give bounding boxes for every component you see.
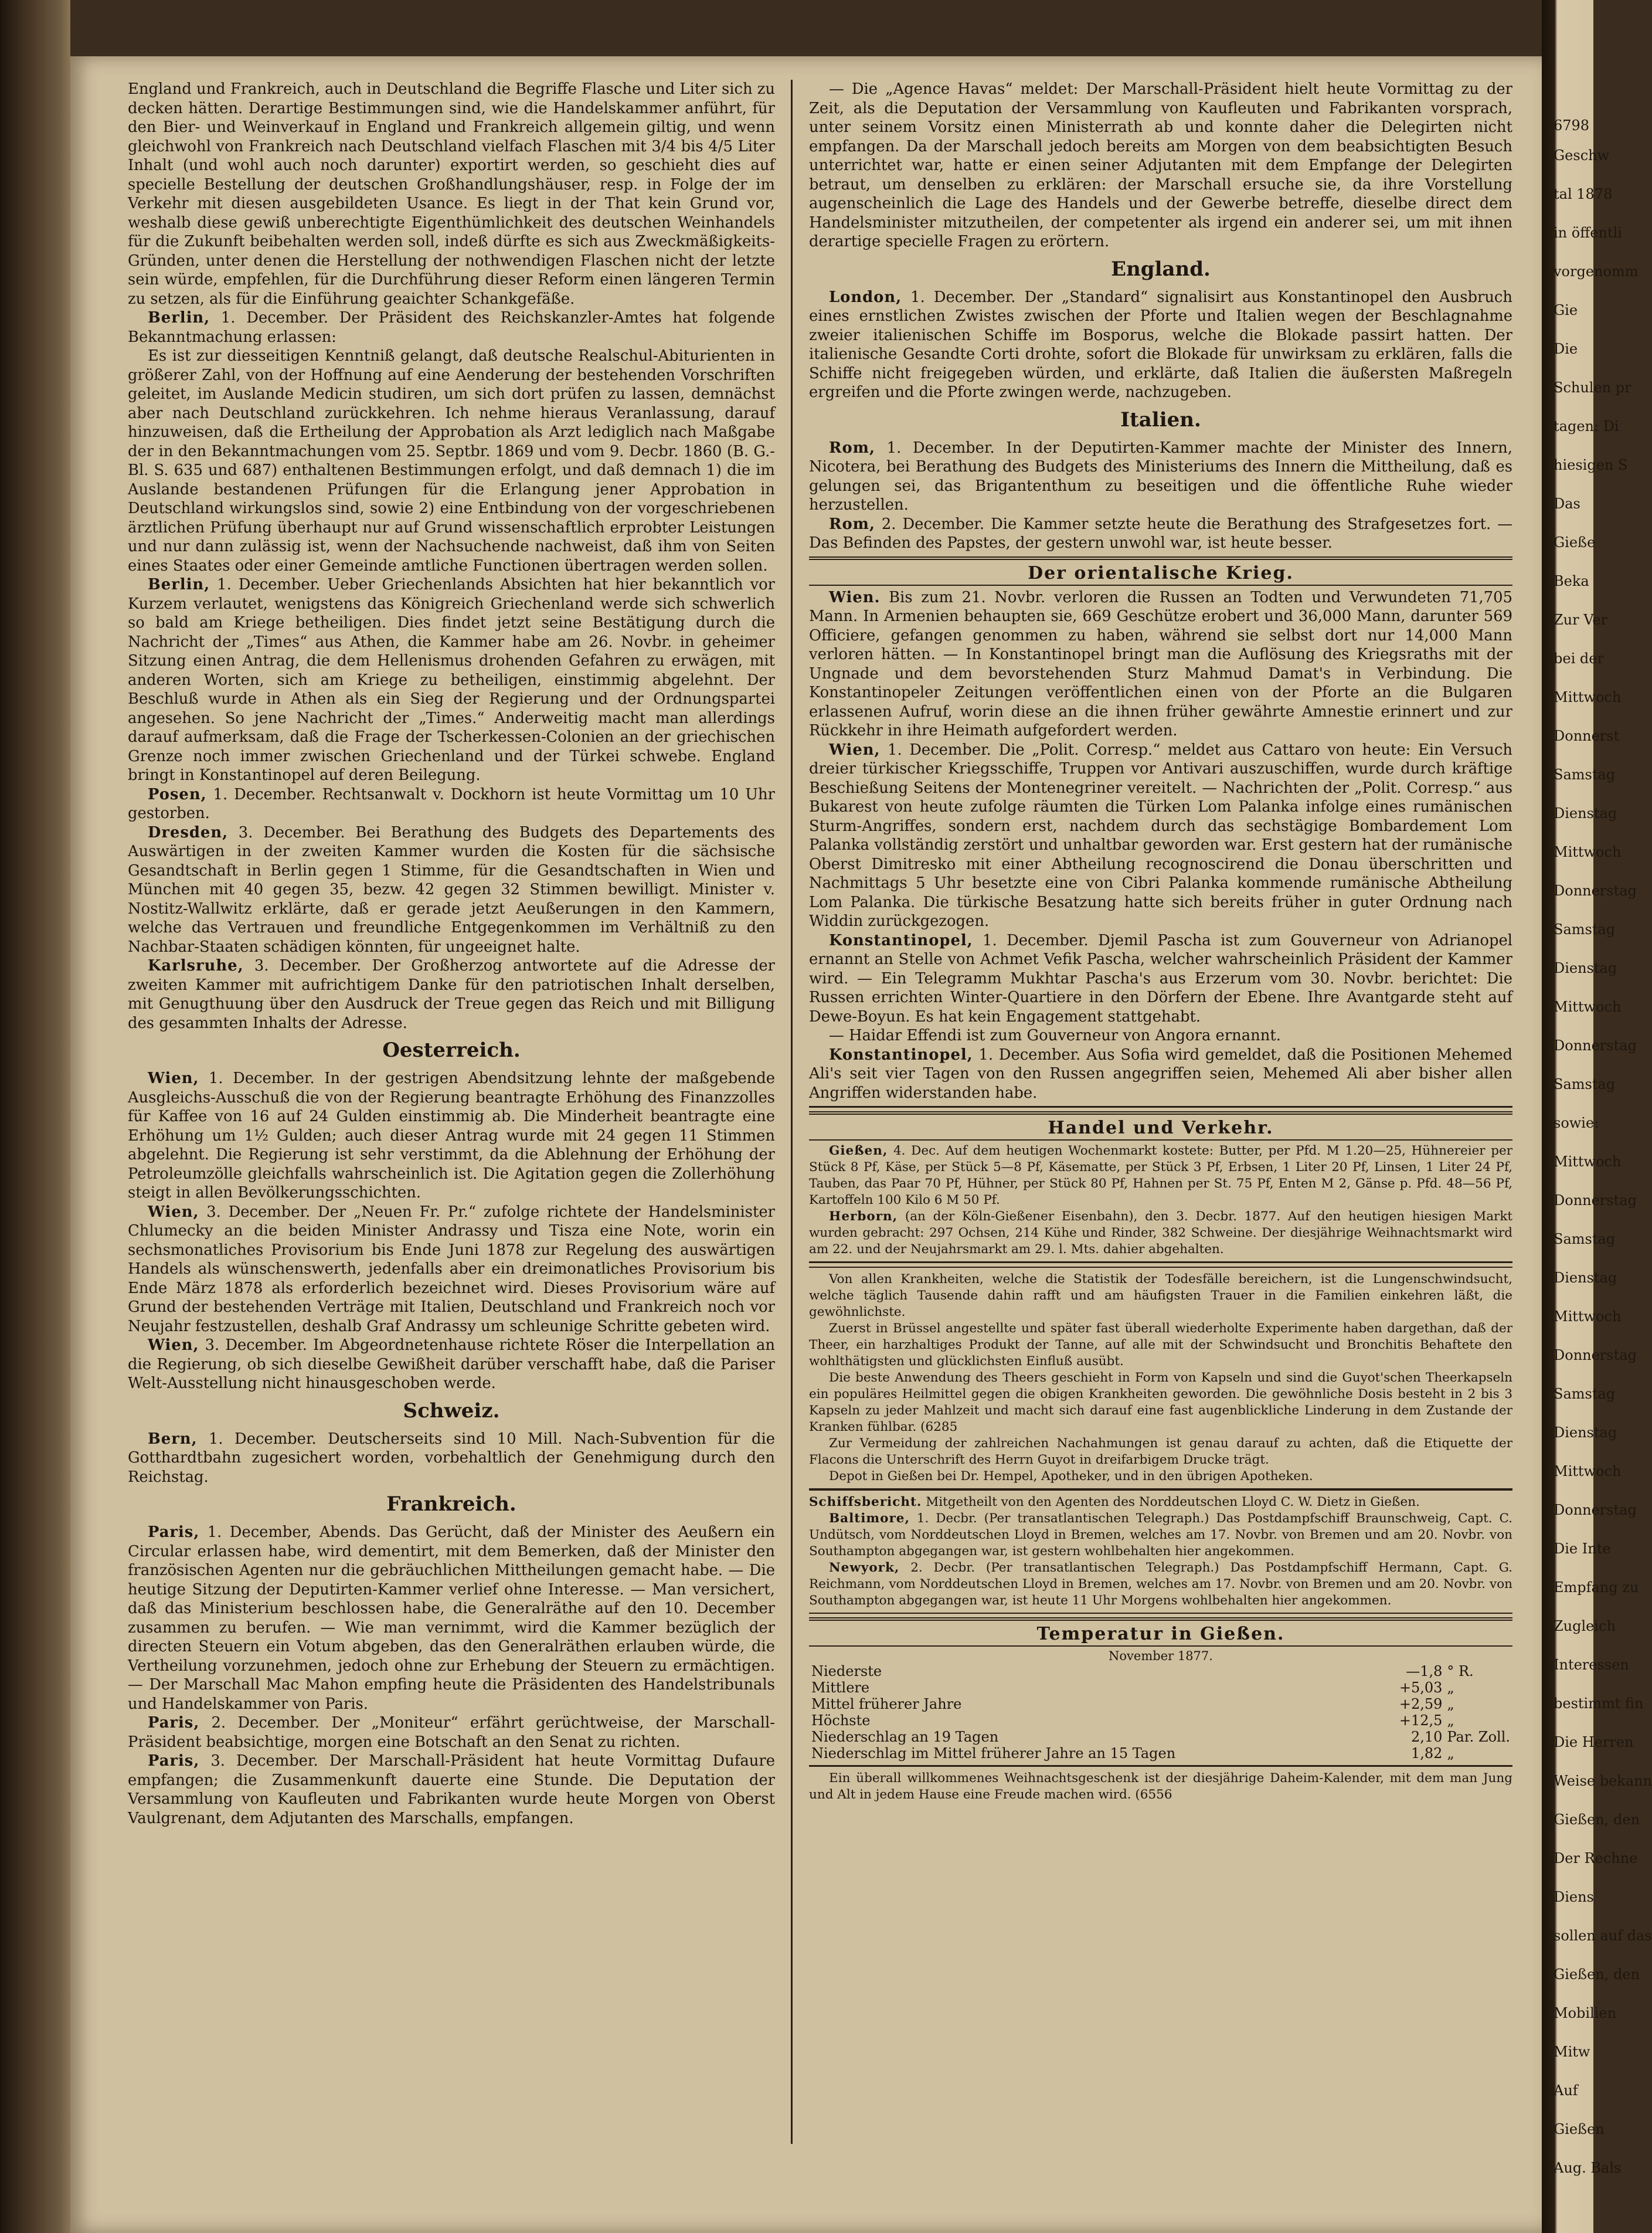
margin-fragment: bestimmt fin [1554, 1695, 1644, 1712]
temperature-value: +5,03 [1399, 1679, 1443, 1696]
article-haidar: — Haidar Effendi ist zum Gouverneur von Angora ernannt. [829, 1027, 1281, 1044]
newspaper-page [70, 56, 1542, 2233]
article-text: 1. December. In der Deputirten-Kammer machte der Minister des Innern, Nicotera, bei Berathung des Budgets des Ministeriums des Innern die Mittheilung, daß es gelungen sei, das Brigantenthum zu beseitigen und die öffentliche Ruhe wieder herzustellen. [809, 439, 1512, 514]
margin-fragment: Auf [1554, 2082, 1578, 2099]
margin-fragment: Donnerstag [1554, 1037, 1637, 1054]
ad-paragraph: Zuerst in Brüssel angestellte und später fast überall wiederholte Experimente haben dargethan, daß der Theer, ein harzhaltiges Produkt der Tanne, auf alle mit der Schwindsucht und Bronchitis Behaftete den wohlthätigsten und glücklichsten Einfluß ausübt. [809, 1321, 1512, 1369]
right-column [809, 80, 1512, 1803]
margin-fragment: Weise bekann [1554, 1773, 1652, 1789]
article-text: 3. December. Im Abgeordnetenhause richtete Röser die Interpellation an die Regierung, ob sich dieselbe Gewißheit darüber verschafft habe, daß die Pariser Welt-Ausstellung nicht hinausgeschoben werde. [128, 1336, 775, 1392]
temperature-table [809, 1663, 1512, 1762]
temperature-unit: „ [1447, 1679, 1454, 1696]
article-havas: — Die „Agence Havas“ meldet: Der Marschall-Präsident hielt heute Vormittag zu der Zeit, als die Deputation der Versammlung von Kaufleuten und Fabrikanten vorsprach, unter seinem Vorsitz einen Ministerrath ab und konnte daher die Delegirten nicht empfangen. Da der Marschall jedoch bereits am Morgen von dem beabsichtigten Besuch unterrichtet war, hatte er einen seiner Adjutanten mit dem Empfange der Delegirten betraut, um denselben zu erklären: der Marschall ersuche sie, da ihre Vorstellung augenscheinlich die Lage des Handels und der Gewerbe betreffe, dieselbe direct dem Handelsminister mitzutheilen, der competenter als irgend ein anderer sei, um mit ihnen derartige specielle Fragen zu erörtern. [809, 80, 1512, 250]
intro-paragraph: England und Frankreich, auch in Deutschland die Begriffe Flasche und Liter sich zu decken hätten. Derartige Bestimmungen sind, wie die Handelskammer anführt, für den Bier- und Weinverkauf in England und Frankreich allgemein giltig, und wenn gleichwohl von Frankreich nach Deutschland vielfach Flaschen mit 3/4 bis 4/5 Liter Inhalt (und wohl auch noch darunter) exportirt werden, so geschieht dies auf specielle Bestellung der deutschen Großhandlungshäuser, resp. in Folge der im Verkehr mit diesen ausgebildeten Usance. Es liegt in der That kein Grund vor, weshalb diese gewiß unberechtigte Eigenthümlichkeit des deutschen Weinhandels für die Zukunft beibehalten werden soll, indeß dürfte es sich aus Zweckmäßigkeits-Gründen, unter denen die Herstellung der nothwendigen Flaschen nicht der letzte sein würde, empfehlen, für die Durchführung dieser Reform einen längeren Termin zu setzen, als für die Einführung geaichter Schankgefäße. [128, 80, 775, 308]
temperature-row [809, 1663, 1512, 1679]
temperature-unit: „ [1447, 1712, 1454, 1729]
dateline: Schiffsbericht. [809, 1495, 922, 1509]
margin-fragment: sowie: [1554, 1115, 1599, 1131]
kalender-number: (6556 [1135, 1787, 1172, 1802]
margin-fragment: Dienstag [1554, 1424, 1617, 1441]
temperature-row [809, 1729, 1512, 1745]
temperature-subtitle: November 1877. [1109, 1649, 1213, 1663]
article-text: 1. December. Deutscherseits sind 10 Mill. Nach-Subvention für die Gotthardtbahn zugesichert worden, vorbehaltlich der Genehmigung durch den Reichstag. [128, 1430, 775, 1486]
temperature-label: Niederste [811, 1663, 882, 1679]
margin-fragment: Samstag [1554, 1231, 1616, 1247]
article-posen [128, 785, 775, 823]
margin-fragment: Zugleich [1554, 1618, 1616, 1634]
temperature-label: Höchste [811, 1712, 871, 1729]
ship-report [809, 1489, 1512, 1614]
temperature-row [809, 1696, 1512, 1712]
article-krieg-wien-2 [809, 741, 1512, 931]
temperature-title: Temperatur in Gießen. [809, 1623, 1512, 1647]
dateline: Konstantinopel, [829, 1046, 973, 1064]
article-konstantinopel-1 [809, 931, 1512, 1027]
margin-fragment: Donnerst [1554, 728, 1620, 744]
dateline: Karlsruhe, [148, 957, 244, 975]
dateline: Bern, [148, 1430, 198, 1448]
margin-fragment: Mitw [1554, 2044, 1590, 2060]
margin-fragment: Gießen [1554, 2121, 1605, 2137]
article-bern [128, 1430, 775, 1487]
margin-fragment: Samstag [1554, 1076, 1616, 1092]
article-paris-1 [128, 1523, 775, 1713]
temperature-value: +2,59 [1399, 1696, 1443, 1712]
margin-fragment: Mittwoch [1554, 1153, 1622, 1170]
article-konstantinopel-2 [809, 1046, 1512, 1103]
article-wien-1 [128, 1069, 775, 1203]
margin-fragment: Mittwoch [1554, 999, 1622, 1015]
article-text: 1. December. Djemil Pascha ist zum Gouverneur von Adrianopel ernannt an Stelle von Achmet Vefik Pascha, welcher wahrscheinlich Präsident der Kammer wird. — Ein Telegramm Mukhtar Pascha's aus Erzerum vom 30. Novbr. berichtet: Die Russen errichten Winter-Quartiere in den Dörfern der Ebene. Ihre Avantgarde steht auf Dewe-Boyun. Es hat kein Engagement stattgehabt. [809, 931, 1512, 1026]
dateline: Berlin, [148, 576, 210, 593]
article-berlin-2 [128, 575, 775, 785]
margin-fragment: Mittwoch [1554, 844, 1622, 860]
margin-fragment: Gießen, den [1554, 1966, 1640, 1983]
margin-fragment: Zur Ver [1554, 612, 1608, 628]
announcement-quote: Es ist zur diesseitigen Kenntniß gelangt, daß deutsche Realschul-Abiturienten in größerer Zahl, von der Hoffnung auf eine Aenderung der bestehenden Vorschriften geleitet, im Auslande Medicin studiren, um sich dort prüfen zu lassen, demnächst aber nach Deutschland zurückkehren. Ich nehme hieraus Veranlassung, darauf hinzuweisen, daß die Ertheilung der Approbation als Arzt lediglich nach Maßgabe der in den Bekanntmachungen vom 25. Septbr. 1869 und vom 9. Decbr. 1860 (B. G.-Bl. S. 635 und 687) enthaltenen Bestimmungen erfolgt, und daß demnach 1) die im Auslande bestandenen Prüfungen für die Erlangung jener Approbation in Deutschland wirkungslos sind, sowie 2) eine Entbindung von der vorgeschriebenen ärztlichen Prüfung überhaupt nur auf Grund wissenschaftlich erprobter Leistungen und nur dann zulässig ist, wenn der Nachsuchende nachweist, daß ihm von Seiten eines Staates oder einer Gemeinde amtliche Functionen übertragen werden sollen. [128, 347, 775, 575]
market-herborn [809, 1209, 1512, 1258]
article-text: 1. December. In der gestrigen Abendsitzung lehnte der maßgebende Ausgleichs-Ausschuß die von der Regierung beantragte Erhöhung des Finanzzolles für Kaffee von 16 auf 24 Gulden einstimmig ab. Die Minderheit beantragte eine Erhöhung um 1½ Gulden; auch dieser Antrag wurde mit 24 gegen 11 Stimmen abgelehnt. Die Regierung ist sehr verstimmt, da die Ablehnung der Erhöhung der Petroleumzölle gleichfalls wahrscheinlich ist. Die Agitation gegen die Zollerhöhung steigt in allen Bevölkerungsschichten. [128, 1070, 775, 1202]
margin-fragment: Beka [1554, 573, 1589, 589]
section-heading-frankreich: Frankreich. [386, 1492, 516, 1516]
temperature-unit: Par. Zoll. [1447, 1729, 1510, 1745]
article-text: 1. December. Aus Sofia wird gemeldet, daß die Positionen Mehemed Ali's seit vier Tagen von den Russen angegriffen seien, Mehemed Ali aber bisher allen Angriffen widerstanden habe. [809, 1046, 1512, 1102]
temperature-value: +12,5 [1399, 1712, 1443, 1729]
margin-fragment: Mittwoch [1554, 689, 1622, 705]
article-london [809, 288, 1512, 402]
margin-fragment: Interessen [1554, 1657, 1629, 1673]
margin-fragment: Dienstag [1554, 960, 1617, 976]
section-heading-schweiz: Schweiz. [403, 1399, 500, 1423]
ship-newyork [809, 1560, 1512, 1609]
article-text: 1. December. Die „Polit. Corresp.“ meldet aus Cattaro von heute: Ein Versuch dreier türkischer Kriegsschiffe, Truppen vor Antivari auszuschiffen, wurde durch kräftige Beschießung Seitens der Montenegriner vereitelt. — Nachrichten der „Polit. Corresp.“ aus Bukarest von heute zufolge räumten die Türken Lom Palanka infolge eines rumänischen Sturm-Angriffes, sondern erst, nachdem durch das sechstägige Bombardement Lom Palanka vollständig zerstört und unhaltbar geworden war. Erst gestern hat der rumänische Oberst Dimitresko mit einer Abtheilung recognoscirend die Donau überschritten und Nachmittags 5 Uhr besetzte eine von Cibri Palanka kommende rumänische Abtheilung Lom Palanka. Die türkische Besatzung hatte sich bereits früher in guter Ordnung nach Widdin zurückgezogen. [809, 741, 1512, 930]
dateline: Gießen, [829, 1143, 888, 1158]
margin-fragment: sollen auf das [1554, 1927, 1652, 1944]
margin-fragment: Empfang zu [1554, 1579, 1639, 1596]
margin-fragment: Gießen, den [1554, 1811, 1640, 1828]
temperature-box [809, 1617, 1512, 1767]
dateline: Berlin, [148, 309, 210, 327]
section-heading-oesterreich: Oesterreich. [382, 1039, 521, 1062]
margin-fragment: Das [1554, 496, 1580, 512]
margin-fragment: Die Herren [1554, 1734, 1634, 1750]
ad-number: (6285 [920, 1420, 958, 1434]
margin-page-number: 6798 [1554, 117, 1590, 134]
dateline: Wien, [829, 741, 881, 759]
margin-fragment: Der Rechne [1554, 1850, 1638, 1867]
article-text: 2. Decbr. (Per transatlantischen Telegraph.) Das Postdampfschiff Hermann, Capt. G. Reichmann, vom Norddeutschen Lloyd in Bremen, welches am 17. Novbr. von Bremen und am 20. Novbr. von Southampton abgegangen war, ist heute 11 Uhr Morgens wohlbehalten hier angekommen. [809, 1560, 1512, 1608]
war-section [809, 556, 1512, 1108]
temperature-unit: „ [1447, 1696, 1454, 1712]
temperature-label: Niederschlag im Mittel früherer Jahre an 15 Tagen [811, 1745, 1176, 1762]
article-wien-2 [128, 1203, 775, 1336]
dateline: Wien, [148, 1203, 199, 1221]
dateline: Rom, [829, 439, 875, 457]
dateline: Rom, [829, 515, 875, 533]
margin-fragment: Donnerstag [1554, 1347, 1637, 1363]
article-text: 3. December. Der Großherzog antwortete auf die Adresse der zweiten Kammer mit aufrichtigem Danke für den patriotischen Inhalt derselben, mit Genugthuung über den Ausdruck der Treue gegen das Reich und mit Billigung des gesammten Inhalts der Adresse. [128, 957, 775, 1032]
kalender-notice [809, 1770, 1512, 1803]
book-spine [0, 0, 70, 2233]
article-text: 1. December. Der Präsident des Reichskanzler-Amtes hat folgende Bekanntmachung erlassen: [128, 309, 775, 346]
article-text: 3. December. Bei Berathung des Budgets des Departements des Auswärtigen in der zweiten Kammer wurden die Kosten für die sächsische Gesandtschaft in Berlin gegen 1 Stimme, für die Gesandtschaften in Wien und München mit 40 gegen 35, bezw. 42 gegen 32 Stimmen bewilligt. Minister v. Nostitz-Wallwitz erklärte, daß er gerade jetzt Aeußerungen in den Kammern, welche das Vertrauen und freundliche Entgegenkommen im Verhältniß zu den Nachbar-Staaten schädigen könnten, für ungeeignet halte. [128, 823, 775, 956]
article-text: (an der Köln-Gießener Eisenbahn), den 3. Decbr. 1877. Auf den heutigen hiesigen Markt wurden gebracht: 297 Ochsen, 214 Kühe und Rinder, 382 Schweine. Der diesjährige Weihnachtsmarkt wird am 22. und der Neujahrsmarkt am 29. l. Mts. dahier abgehalten. [809, 1209, 1512, 1257]
temperature-value: 1,82 [1410, 1745, 1443, 1762]
dateline: Paris, [148, 1523, 200, 1541]
section-heading-handel: Handel und Verkehr. [809, 1117, 1512, 1141]
margin-fragment: Mobilien [1554, 2005, 1617, 2021]
ad-text: Die beste Anwendung des Theers geschieht in Form von Kapseln und sind die Guyot'schen Theerkapseln ein populäres Heilmittel gegen die obigen Krankheiten geworden. Die gewöhnliche Dosis besteht in 2 bis 3 Kapseln zu jeder Mahlzeit und macht sich darauf eine fast augenblickliche Linderung in dem Zustande der Kranken fühlbar. [809, 1370, 1512, 1434]
market-giessen [809, 1143, 1512, 1209]
margin-fragment: in öffentli [1554, 225, 1622, 241]
margin-fragment: Gie [1554, 302, 1578, 318]
temperature-value: 2,10 [1410, 1729, 1443, 1745]
temperature-label: Mittlere [811, 1679, 870, 1696]
section-heading-italien: Italien. [1120, 408, 1201, 432]
margin-fragment: vorgenomm [1554, 263, 1639, 280]
margin-fragment: Donnerstag [1554, 1192, 1637, 1209]
guyot-advertisement [809, 1267, 1512, 1489]
margin-fragment: Samstag [1554, 1386, 1616, 1402]
article-text: 3. December. Der „Neuen Fr. Pr.“ zufolge richtete der Handelsminister Chlumecky an die beiden Minister Andrassy und Tisza eine Note, worin ein sechsmonatliches Provisorium bis Ende Juni 1878 zur Regelung des auswärtigen Handels als wünschenswerth, jedenfalls aber ein dreimonatliches Provisorium bis Ende März 1878 als erforderlich bezeichnet wird. Dieses Provisorium wäre auf Grund der bestehenden Verträge mit Italien, Deutschland und Frankreich noch vor Neujahr festzustellen, deshalb Graf Andrassy um schleunige Schritte gebeten wird. [128, 1203, 775, 1335]
article-rom-2 [809, 515, 1512, 553]
margin-fragment: tal 1878 [1554, 186, 1613, 202]
margin-fragment: Aug. Bals [1554, 2160, 1622, 2176]
margin-fragment: Mittwoch [1554, 1308, 1622, 1325]
ship-report-header [809, 1494, 1512, 1511]
kalender-text: Ein überall willkommenes Weihnachtsgeschenk ist der diesjährige Daheim-Kalender, mit dem man Jung und Alt in jedem Hause eine Freude machen wird. [809, 1771, 1512, 1802]
dateline: Herborn, [829, 1209, 898, 1224]
temperature-unit: „ [1447, 1745, 1454, 1762]
dateline: London, [829, 288, 902, 306]
article-text: 2. December. Die Kammer setzte heute die Berathung des Strafgesetzes fort. — Das Befinden des Papstes, der gestern unwohl war, ist heute besser. [809, 515, 1512, 552]
article-krieg-wien-1 [809, 588, 1512, 741]
section-heading-krieg: Der orientalische Krieg. [809, 562, 1512, 586]
margin-fragment: Samstag [1554, 921, 1616, 938]
margin-fragment: Gieße [1554, 534, 1596, 551]
margin-fragment: Dienstag [1554, 1270, 1617, 1286]
margin-fragment: Samstag [1554, 766, 1616, 783]
margin-fragment: Mittwoch [1554, 1463, 1622, 1479]
dateline: Newyork, [829, 1560, 900, 1575]
margin-fragment: tagen: Di [1554, 418, 1619, 435]
dateline: Dresden, [148, 823, 229, 841]
ad-depot: Depot in Gießen bei Dr. Hempel, Apotheker, und in den übrigen Apotheken. [829, 1469, 1313, 1484]
ad-paragraph: Von allen Krankheiten, welche die Statistik der Todesfälle bereichern, ist die Lungenschwindsucht, welche täglich Tausende dahin rafft und am häufigsten Trauer in die Familien einkehren läßt, die gewöhnlichste. [809, 1272, 1512, 1319]
article-text: Mitgetheilt von den Agenten des Norddeutschen Lloyd C. W. Dietz in Gießen. [922, 1495, 1420, 1509]
temperature-row [809, 1712, 1512, 1729]
article-text: Bis zum 21. Novbr. verloren die Russen an Todten und Verwundeten 71,705 Mann. In Armenien behaupten sie, 669 Geschütze erobert und 36,000 Mann, darunter 569 Officiere, gefangen genommen zu haben, während sie selbst dort nur 14,000 Mann verloren hätten. — In Konstantinopel bringt man die Auflösung des Kriegsraths mit der Ungnade und dem bevorstehenden Sturz Mahmud Damat's in Verbindung. Die Konstantinopeler Zeitungen veröffentlichen einen von der Pforte an die Bulgaren erlassenen Aufruf, worin diese an die ihnen früher gewährte Amnestie erinnert und zur Rückkehr in ihre Heimath aufgefordert werden. [809, 588, 1512, 739]
temperature-value: —1,8 [1406, 1663, 1443, 1679]
margin-fragment: Donnerstag [1554, 1502, 1637, 1518]
column-divider [791, 80, 793, 2144]
temperature-row [809, 1745, 1512, 1762]
dateline: Posen, [148, 785, 207, 803]
dateline: Wien, [148, 1336, 199, 1354]
temperature-unit: ° R. [1447, 1663, 1474, 1679]
margin-fragment: Schulen pr [1554, 379, 1631, 396]
dateline: Wien. [829, 588, 881, 606]
section-heading-england: England. [1111, 257, 1211, 281]
margin-fragment: hiesigen S [1554, 457, 1628, 473]
article-text: 1. December. Ueber Griechenlands Absichten hat hier bekanntlich vor Kurzem verlautet, wenigstens das Königreich Griechenland werde sich schwerlich so bald am Kriege betheiligen. Dies findet jetzt seine Bestätigung durch die Nachricht der „Times“ aus Athen, die Kammer habe am 26. Novbr. in geheimer Sitzung einen Antrag, die dem Hellenismus drohenden Gefahren zu erwägen, mit anderen Worten, sich am Kriege zu betheiligen, einstimmig abgelehnt. Der Beschluß wurde in Athen als ein Sieg der Regierung und der Ordnungspartei angesehen. So jene Nachricht der „Times.“ Anderweitig macht man allerdings darauf aufmerksam, daß die Frage der Tscherkessen-Colonien an der griechischen Grenze noch immer zwischen Griechenland und der Türkei schwebe. England bringt in Konstantinopel auf deren Beilegung. [128, 576, 775, 784]
article-dresden [128, 823, 775, 957]
dateline: Paris, [148, 1714, 200, 1732]
article-text: 1. December. Rechtsanwalt v. Dockhorn ist heute Vormittag um 10 Uhr gestorben. [128, 785, 775, 822]
article-text: 1. Decbr. (Per transatlantischen Telegraph.) Das Postdampfschiff Braunschweig, Capt. C. Undütsch, vom Norddeutschen Lloyd in Bremen, welches am 17. Novbr. von Bremen und am 20. Novbr. von Southampton abgegangen war, ist gestern wohlbehalten hier angekommen. [809, 1511, 1512, 1559]
margin-fragment: Diens [1554, 1889, 1594, 1905]
article-text: 2. December. Der „Moniteur“ erfährt gerüchtweise, der Marschall-Präsident beabsichtige, morgen eine Botschaft an den Senat zu richten. [128, 1714, 775, 1751]
margin-fragment: Geschw [1554, 147, 1610, 164]
article-wien-3 [128, 1336, 775, 1393]
temperature-label: Niederschlag an 19 Tagen [811, 1729, 999, 1745]
article-berlin-1 [128, 308, 775, 347]
article-text: 1. December. Der „Standard“ signalisirt aus Konstantinopel den Ausbruch eines ernstlichen Zwistes zwischen der Pforte und Italien wegen der Beschlagnahme zweier italienischen Schiffe im Bosporus, welche die Blokade passirt hatten. Der italienische Gesandte Corti drohte, sofort die Blokade für unwirksam zu erklären, falls die Schiffe nicht freigegeben würden, und erklärte, daß Italien die äußersten Maßregeln ergreifen und die Pforte zwingen werde, nachzugeben. [809, 288, 1512, 401]
article-text: 4. Dec. Auf dem heutigen Wochenmarkt kostete: Butter, per Pfd. M 1.20—25, Hühnereier per Stück 8 Pf, Käse, per Stück 5—8 Pf, Käsematte, per Stück 3 Pf, Erbsen, 1 Liter 20 Pf, Linsen, 1 Liter 24 Pf, Tauben, das Paar 70 Pf, Hühner, per Stück 80 Pf, Hahnen per St. 75 Pf, Enten M 2, Gänse p. Pfd. 48—56 Pf, Kartoffeln 100 Kilo 6 M 50 Pf. [809, 1143, 1512, 1207]
ship-baltimore [809, 1511, 1512, 1560]
article-paris-3 [128, 1752, 775, 1828]
left-column [128, 80, 775, 1828]
ad-paragraph: Zur Vermeidung der zahlreichen Nachahmungen ist genau darauf zu achten, daß die Etiquette der Flacons die Unterschrift des Herrn Guyot in dreifarbigem Drucke trägt. [809, 1436, 1512, 1467]
dateline: Konstantinopel, [829, 931, 973, 949]
temperature-label: Mittel früherer Jahre [811, 1696, 962, 1712]
ad-paragraph [809, 1370, 1512, 1436]
article-karlsruhe [128, 956, 775, 1033]
trade-section [809, 1111, 1512, 1263]
margin-fragment: Die Inte [1554, 1540, 1611, 1557]
margin-fragment: bei der [1554, 650, 1604, 667]
dateline: Paris, [148, 1752, 200, 1770]
margin-fragment: Donnerstag [1554, 883, 1637, 899]
dateline: Wien, [148, 1070, 199, 1087]
margin-fragment: Die [1554, 341, 1578, 357]
temperature-row [809, 1679, 1512, 1696]
margin-fragment: Dienstag [1554, 805, 1617, 822]
article-text: 1. December, Abends. Das Gerücht, daß der Minister des Aeußern ein Circular erlassen habe, wird dementirt, mit dem Bemerken, daß der Minister den französischen Agenten nur die gebräuchlichen Mittheilungen gemacht habe. — Die heutige Sitzung der Deputirten-Kammer verlief ohne Interesse. — Man versichert, daß das Ministerium beschlossen habe, die Generalräthe auf den 10. December zusammen zu berufen. — Wie man vernimmt, wird die Kammer bezüglich der directen Steuern ein Votum abgeben, das den Generalräthen erlauben würde, die Vertheilung vorzunehmen, jedoch ohne zur Erhebung der Steuern zu ermächtigen. — Der Marschall Mac Mahon empfing heute die Präsidenten des Handelstribunals und Handelskammer von Paris. [128, 1523, 775, 1713]
article-text: 3. December. Der Marschall-Präsident hat heute Vormittag Dufaure empfangen; die Zusammenkunft dauerte eine Stunde. Die Deputation der Versammlung von Kaufleuten und Fabrikanten wurde heute Morgen von Oberst Vaulgrenant, dem Adjutanten des Marschalls, empfangen. [128, 1752, 775, 1827]
article-rom-1 [809, 439, 1512, 515]
dateline: Baltimore, [829, 1511, 910, 1526]
article-paris-2 [128, 1713, 775, 1752]
